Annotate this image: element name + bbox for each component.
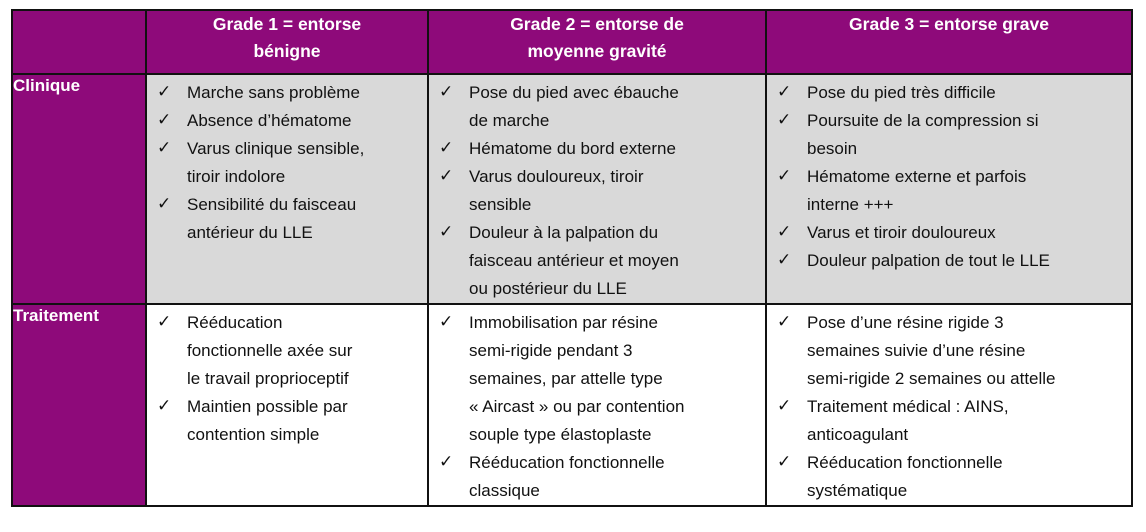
corner-cell (12, 10, 146, 74)
item-text-line: semi-rigide 2 semaines ou attelle (807, 369, 1056, 388)
checkmark-icon: ✓ (157, 110, 172, 130)
checkmark-icon: ✓ (439, 166, 454, 186)
checklist-item (767, 163, 1127, 219)
item-text-line: Immobilisation par résine (469, 313, 658, 332)
checklist-item (429, 449, 761, 505)
item-text-line: Sensibilité du faisceau (187, 195, 357, 214)
item-text-line: tiroir indolore (187, 167, 286, 186)
item-text-line: sensible (469, 195, 532, 214)
header-grade-1 (146, 10, 428, 74)
checklist-item (429, 163, 761, 219)
cell-clinique-grade-2 (428, 74, 766, 304)
item-text-line: ou postérieur du LLE (469, 279, 627, 298)
item-text-line: besoin (807, 139, 858, 158)
item-text-line: faisceau antérieur et moyen (469, 251, 679, 270)
item-text-line: contention simple (187, 425, 320, 444)
checkmark-icon: ✓ (777, 312, 792, 332)
row-label-traitement: Traitement (12, 304, 146, 506)
checklist-item (147, 393, 423, 449)
header-line: Grade 3 = entorse grave (849, 14, 1049, 34)
checklist (429, 75, 765, 303)
item-text-line: Douleur palpation de tout le LLE (807, 251, 1050, 270)
item-text-line: souple type élastoplaste (469, 425, 652, 444)
checklist (147, 305, 427, 449)
checklist-item (429, 135, 761, 163)
cell-traitement-grade-1 (146, 304, 428, 506)
item-text-line: Maintien possible par (187, 397, 348, 416)
checkmark-icon: ✓ (777, 110, 792, 130)
row-traitement (12, 304, 1132, 506)
item-text-line: Absence d’hématome (187, 111, 352, 130)
item-text-line: Rééducation (187, 313, 283, 332)
checkmark-icon: ✓ (439, 82, 454, 102)
item-text-line: semaines suivie d’une résine (807, 341, 1026, 360)
checkmark-icon: ✓ (777, 396, 792, 416)
checklist-item (147, 107, 423, 135)
item-text-line: Pose du pied avec ébauche (469, 83, 679, 102)
checklist-item (147, 309, 423, 393)
cell-traitement-grade-3 (766, 304, 1132, 506)
checklist (767, 305, 1131, 505)
item-text-line: Hématome du bord externe (469, 139, 676, 158)
checkmark-icon: ✓ (439, 222, 454, 242)
checkmark-icon: ✓ (777, 250, 792, 270)
header-line: Grade 2 = entorse de (510, 14, 684, 34)
checklist-item (147, 135, 423, 191)
cell-clinique-grade-1 (146, 74, 428, 304)
item-text-line: interne +++ (807, 195, 894, 214)
checkmark-icon: ✓ (439, 138, 454, 158)
checklist-item (767, 449, 1127, 505)
item-text-line: Marche sans problème (187, 83, 360, 102)
row-clinique (12, 74, 1132, 304)
checkmark-icon: ✓ (157, 194, 172, 214)
checklist-item (429, 309, 761, 449)
checklist-item (767, 79, 1127, 107)
item-text-line: Traitement médical : AINS, (807, 397, 1009, 416)
checklist-item (767, 309, 1127, 393)
item-text-line: anticoagulant (807, 425, 909, 444)
checklist-item (767, 247, 1127, 275)
item-text-line: Rééducation fonctionnelle (469, 453, 665, 472)
checkmark-icon: ✓ (439, 452, 454, 472)
header-line: bénigne (253, 41, 321, 61)
item-text-line: Pose du pied très difficile (807, 83, 996, 102)
item-text-line: Douleur à la palpation du (469, 223, 659, 242)
item-text-line: semi-rigide pendant 3 (469, 341, 633, 360)
checkmark-icon: ✓ (157, 82, 172, 102)
row-label-clinique: Clinique (12, 74, 146, 304)
header-line: moyenne gravité (527, 41, 667, 61)
checkmark-icon: ✓ (777, 222, 792, 242)
checkmark-icon: ✓ (157, 138, 172, 158)
checklist-item (429, 219, 761, 303)
checklist-item (767, 393, 1127, 449)
item-text-line: semaines, par attelle type (469, 369, 663, 388)
checklist (429, 305, 765, 505)
checkmark-icon: ✓ (157, 396, 172, 416)
checklist-item (767, 219, 1127, 247)
item-text-line: « Aircast » ou par contention (469, 397, 685, 416)
item-text-line: Varus douloureux, tiroir (469, 167, 644, 186)
item-text-line: de marche (469, 111, 550, 130)
item-text-line: classique (469, 481, 540, 500)
checkmark-icon: ✓ (439, 312, 454, 332)
item-text-line: Varus clinique sensible, (187, 139, 365, 158)
checklist-item (147, 79, 423, 107)
item-text-line: Hématome externe et parfois (807, 167, 1027, 186)
checkmark-icon: ✓ (777, 166, 792, 186)
checkmark-icon: ✓ (777, 452, 792, 472)
item-text-line: le travail proprioceptif (187, 369, 349, 388)
checklist (767, 75, 1131, 275)
header-line: Grade 1 = entorse (212, 14, 362, 34)
checklist-item (429, 79, 761, 135)
header-row (12, 10, 1132, 74)
checklist (147, 75, 427, 247)
cell-traitement-grade-2 (428, 304, 766, 506)
checkmark-icon: ✓ (157, 312, 172, 332)
checklist-item (147, 191, 423, 247)
item-text-line: systématique (807, 481, 908, 500)
checkmark-icon: ✓ (777, 82, 792, 102)
header-grade-3 (766, 10, 1132, 74)
ankle-sprain-grade-table (11, 9, 1133, 507)
item-text-line: Poursuite de la compression si (807, 111, 1039, 130)
checklist-item (767, 107, 1127, 163)
item-text-line: Varus et tiroir douloureux (807, 223, 996, 242)
item-text-line: Pose d’une résine rigide 3 (807, 313, 1004, 332)
cell-clinique-grade-3 (766, 74, 1132, 304)
header-grade-2 (428, 10, 766, 74)
item-text-line: fonctionnelle axée sur (187, 341, 353, 360)
item-text-line: Rééducation fonctionnelle (807, 453, 1003, 472)
item-text-line: antérieur du LLE (187, 223, 313, 242)
